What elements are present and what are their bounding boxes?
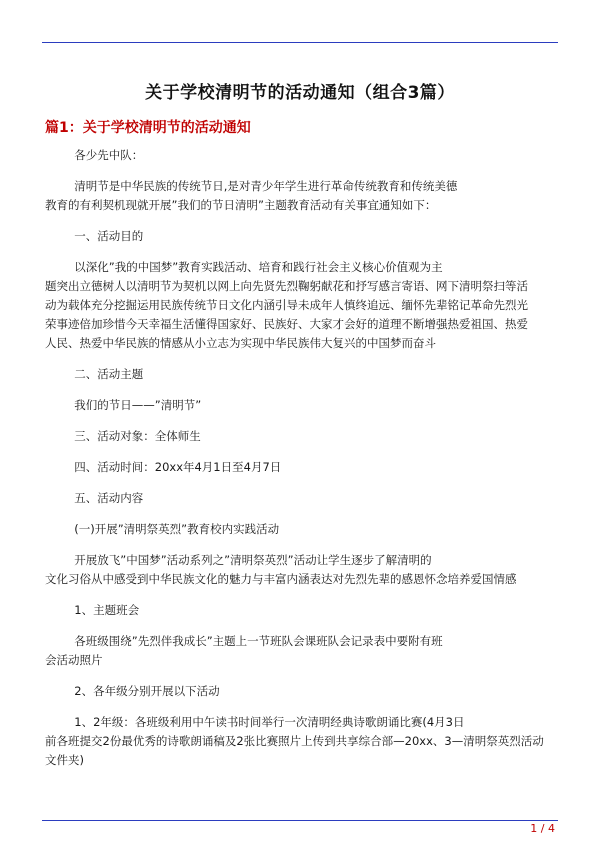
paragraph: 1、主题班会 — [45, 603, 140, 617]
paragraph: 以深化”我的中国梦”教育实践活动、培育和践行社会主义核心价值观为主 题突出立德树人以清明节为契机以网上向先贤先烈鞠躬献花和抒写感言寄语、网下清明祭扫等活 动为载体充分挖掘运用民族传统节日文化内涵引导未成年人慎终追远、缅怀先辈铭记革命先烈光 荣事迹倍加珍惜今天幸福生活懂得国家好、民族好、大家才会好的道理不断增强热爱祖国、热爱 人民、热爱中华民族的情感从小立志为实现中华民族伟大复兴的中国梦而奋斗 — [45, 260, 528, 350]
paragraph: 三、活动对象：全体师生 — [45, 429, 201, 443]
paragraph: 五、活动内容 — [45, 491, 144, 505]
document-title: 关于学校清明节的活动通知（组合3篇） — [145, 83, 455, 103]
footer-rule — [42, 820, 558, 821]
paragraph: 二、活动主题 — [45, 367, 144, 381]
paragraph: 各少先中队： — [45, 148, 144, 162]
section-subtitle: 篇1：关于学校清明节的活动通知 — [45, 120, 251, 136]
paragraph: 各班级围绕”先烈伴我成长”主题上一节班队会课班队会记录表中要附有班 会活动照片 — [45, 634, 443, 667]
paragraph: (一)开展”清明祭英烈”教育校内实践活动 — [45, 522, 280, 536]
paragraph: 开展放飞”中国梦”活动系列之”清明祭英烈”活动让学生逐步了解清明的 文化习俗从中感受到中华民族文化的魅力与丰富内涵表达对先烈先辈的感恩怀念培养爱国情感 — [45, 553, 517, 586]
paragraph: 一、活动目的 — [45, 229, 144, 243]
document-body — [45, 146, 560, 782]
header-rule — [42, 42, 558, 43]
paragraph: 四、活动时间：20xx年4月1日至4月7日 — [45, 460, 282, 474]
page-number: 1 / 4 — [530, 822, 555, 835]
paragraph: 清明节是中华民族的传统节日,是对青少年学生进行革命传统教育和传统美德 教育的有利契机现就开展”我们的节日清明”主题教育活动有关事宜通知如下： — [45, 179, 458, 212]
paragraph: 1、2年级：各班级利用中午读书时间举行一次清明经典诗歌朗诵比赛(4月3日 前各班提交2份最优秀的诗歌朗诵稿及2张比赛照片上传到共享综合部—20xx、3—清明祭英烈活动 文件夹) — [45, 715, 544, 767]
paragraph: 2、各年级分别开展以下活动 — [45, 684, 220, 698]
paragraph: 我们的节日——”清明节” — [45, 398, 202, 412]
